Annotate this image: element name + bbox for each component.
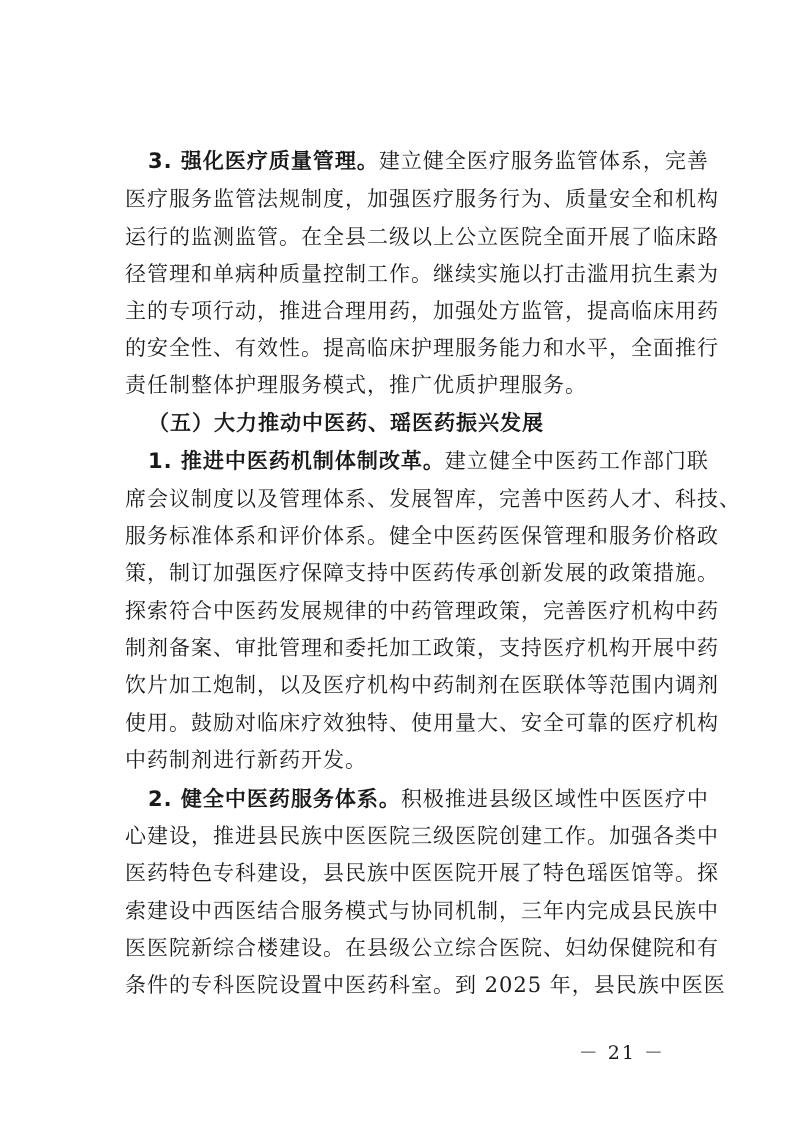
para3-line-1-text: 建立健全医疗服务监管体系，完善	[378, 149, 709, 173]
item2-line-6: 条件的专科医院设置中医药科室。到 2025 年，县民族中医医	[125, 973, 726, 997]
item1-line-3: 服务标准体系和评价体系。健全中医药医保管理和服务价格政	[125, 524, 719, 548]
para3-line-1	[148, 143, 709, 179]
item1-line-1-text: 建立健全中医药工作部门联	[444, 449, 709, 473]
item2-line-1	[148, 781, 709, 817]
item1-line-6: 制剂备案、审批管理和委托加工政策，支持医疗机构开展中药	[125, 636, 719, 660]
para3-line-4: 径管理和单病种质量控制工作。继续实施以打击滥用抗生素为	[125, 262, 719, 286]
para3-line-3: 运行的监测监管。在全县二级以上公立医院全面开展了临床路	[125, 225, 719, 249]
item2-line-5: 医医院新综合楼建设。在县级公立综合医院、妇幼保健院和有	[125, 936, 719, 960]
item2-line-4: 索建设中西医结合服务模式与协同机制，三年内完成县民族中	[125, 899, 719, 923]
item1-heading: 1. 推进中医药机制体制改革。	[148, 449, 445, 473]
item2-line-1-text: 积极推进县级区域性中医医疗中	[400, 787, 709, 811]
page-number: － 21 －	[578, 1042, 665, 1064]
section-5-heading: （五）大力推动中医药、瑶医药振兴发展	[148, 411, 544, 435]
item2-line-3: 医药特色专科建设，县民族中医医院开展了特色瑶医馆等。探	[125, 861, 719, 885]
item1-line-2: 席会议制度以及管理体系、发展智库，完善中医药人才、科技、	[125, 487, 741, 511]
para3-line-7: 责任制整体护理服务模式，推广优质护理服务。	[125, 373, 587, 397]
para3-heading: 3. 强化医疗质量管理。	[148, 149, 379, 173]
para3-line-2: 医疗服务监管法规制度，加强医疗服务行为、质量安全和机构	[125, 187, 719, 211]
para3-line-6: 的安全性、有效性。提高临床护理服务能力和水平，全面推行	[125, 336, 719, 360]
item1-line-8: 使用。鼓励对临床疗效独特、使用量大、安全可靠的医疗机构	[125, 711, 719, 735]
item1-line-1	[148, 443, 709, 479]
item1-line-5: 探索符合中医药发展规律的中药管理政策，完善医疗机构中药	[125, 599, 719, 623]
para3-line-5: 主的专项行动，推进合理用药，加强处方监管，提高临床用药	[125, 299, 719, 323]
item1-line-7: 饮片加工炮制，以及医疗机构中药制剂在医联体等范围内调剂	[125, 673, 719, 697]
item2-heading: 2. 健全中医药服务体系。	[148, 787, 401, 811]
item2-line-2: 心建设，推进县民族中医医院三级医院创建工作。加强各类中	[125, 824, 719, 848]
item1-line-9: 中药制剂进行新药开发。	[125, 748, 367, 772]
item1-line-4: 策，制订加强医疗保障支持中医药传承创新发展的政策措施。	[125, 561, 719, 585]
